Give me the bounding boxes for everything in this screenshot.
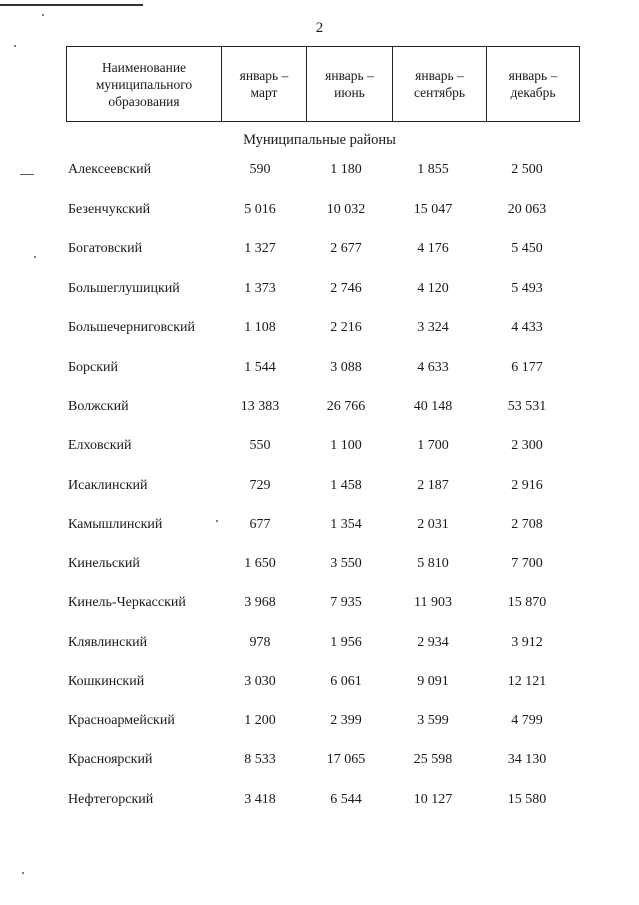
header-municipality: Наименование муниципального образования [67, 47, 222, 122]
row-name: Нефтегорский [68, 792, 154, 807]
header-jan-jun: январь – июнь [307, 47, 393, 122]
row-jan-jun: 2 216 [330, 320, 362, 335]
row-jan-jun: 3 088 [330, 360, 362, 375]
row-jan-sep: 4 633 [417, 360, 449, 375]
row-name: Борский [68, 360, 119, 375]
row-jan-sep: 25 598 [413, 752, 453, 767]
row-jan-sep: 1 855 [417, 162, 449, 177]
row-name: Кинель-Черкасский [68, 595, 186, 610]
row-jan-jun: 6 544 [330, 792, 362, 807]
table-row [0, 556, 639, 576]
row-jan-sep: 10 127 [413, 792, 453, 807]
row-name: Камышлинский [68, 517, 163, 532]
row-jan-mar: 590 [249, 162, 271, 177]
row-jan-sep: 1 700 [417, 438, 449, 453]
row-name: Клявлинский [68, 635, 148, 650]
header-jan-mar: январь – март [222, 47, 307, 122]
table-row [0, 752, 639, 772]
row-jan-dec: 5 493 [511, 281, 543, 296]
row-name: Красноярский [68, 752, 153, 767]
row-jan-dec: 15 580 [507, 792, 547, 807]
row-jan-jun: 6 061 [330, 674, 362, 689]
row-jan-sep: 2 031 [417, 517, 449, 532]
row-jan-jun: 1 354 [330, 517, 362, 532]
row-name: Елховский [68, 438, 132, 453]
row-name: Богатовский [68, 241, 143, 256]
row-jan-jun: 1 180 [330, 162, 362, 177]
table-row [0, 281, 639, 301]
row-name: Волжский [68, 399, 129, 414]
row-name: Большечерниговский [68, 320, 196, 335]
row-jan-jun: 2 677 [330, 241, 362, 256]
table-row [0, 399, 639, 419]
table-row [0, 241, 639, 261]
table-row [0, 438, 639, 458]
page-number: 2 [315, 20, 324, 36]
row-jan-mar: 1 108 [244, 320, 276, 335]
row-jan-dec: 2 500 [511, 162, 543, 177]
row-jan-dec: 4 799 [511, 713, 543, 728]
table-row [0, 595, 639, 615]
table-row [0, 635, 639, 655]
row-jan-dec: 3 912 [511, 635, 543, 650]
row-jan-dec: 6 177 [511, 360, 543, 375]
row-jan-mar: 1 373 [244, 281, 276, 296]
row-jan-sep: 3 324 [417, 320, 449, 335]
row-jan-jun: 1 100 [330, 438, 362, 453]
row-jan-mar: 3 030 [244, 674, 276, 689]
table-row [0, 320, 639, 340]
row-jan-dec: 5 450 [511, 241, 543, 256]
row-jan-mar: 1 200 [244, 713, 276, 728]
row-name: Кинельский [68, 556, 140, 571]
row-jan-dec: 12 121 [507, 674, 547, 689]
row-jan-jun: 2 399 [330, 713, 362, 728]
row-jan-sep: 4 176 [417, 241, 449, 256]
row-jan-dec: 20 063 [507, 202, 547, 217]
row-jan-dec: 15 870 [507, 595, 547, 610]
row-jan-mar: 1 544 [244, 360, 276, 375]
row-jan-jun: 7 935 [330, 595, 362, 610]
row-jan-jun: 17 065 [326, 752, 366, 767]
row-jan-mar: 729 [249, 478, 271, 493]
table-row [0, 360, 639, 380]
row-jan-mar: 978 [249, 635, 271, 650]
row-name: Красноармейский [68, 713, 175, 728]
table-row [0, 478, 639, 498]
row-jan-sep: 3 599 [417, 713, 449, 728]
table-row [0, 674, 639, 694]
row-name: Большеглушицкий [68, 281, 180, 296]
table-row [0, 792, 639, 812]
row-jan-dec: 2 916 [511, 478, 543, 493]
row-jan-mar: 677 [249, 517, 271, 532]
table-row [0, 162, 639, 182]
table-row [0, 517, 639, 537]
row-jan-mar: 1 650 [244, 556, 276, 571]
row-jan-mar: 1 327 [244, 241, 276, 256]
row-jan-sep: 9 091 [417, 674, 449, 689]
row-jan-dec: 2 708 [511, 517, 543, 532]
table-row [0, 202, 639, 222]
row-jan-mar: 5 016 [244, 202, 276, 217]
row-name: Исаклинский [68, 478, 148, 493]
row-jan-dec: 53 531 [507, 399, 547, 414]
row-jan-sep: 2 187 [417, 478, 449, 493]
row-jan-jun: 1 458 [330, 478, 362, 493]
row-jan-mar: 3 968 [244, 595, 276, 610]
row-name: Алексеевский [68, 162, 152, 177]
row-jan-sep: 11 903 [414, 595, 452, 610]
row-jan-sep: 4 120 [417, 281, 449, 296]
row-jan-dec: 4 433 [511, 320, 543, 335]
row-name: Кошкинский [68, 674, 145, 689]
row-jan-dec: 2 300 [511, 438, 543, 453]
row-jan-jun: 2 746 [330, 281, 362, 296]
row-name: Безенчукский [68, 202, 151, 217]
row-jan-jun: 26 766 [326, 399, 366, 414]
row-jan-jun: 1 956 [330, 635, 362, 650]
header-jan-sep: январь – сентябрь [393, 47, 487, 122]
section-title: Муниципальные районы [243, 132, 396, 148]
row-jan-sep: 40 148 [413, 399, 453, 414]
row-jan-dec: 34 130 [507, 752, 547, 767]
table-row [0, 713, 639, 733]
row-jan-jun: 3 550 [330, 556, 362, 571]
row-jan-mar: 8 533 [244, 752, 276, 767]
header-jan-dec: январь – декабрь [487, 47, 580, 122]
row-jan-dec: 7 700 [511, 556, 543, 571]
row-jan-sep: 15 047 [413, 202, 453, 217]
row-jan-mar: 3 418 [244, 792, 276, 807]
row-jan-mar: 550 [249, 438, 271, 453]
row-jan-jun: 10 032 [326, 202, 366, 217]
row-jan-sep: 5 810 [417, 556, 449, 571]
row-jan-sep: 2 934 [417, 635, 449, 650]
row-jan-mar: 13 383 [240, 399, 280, 414]
